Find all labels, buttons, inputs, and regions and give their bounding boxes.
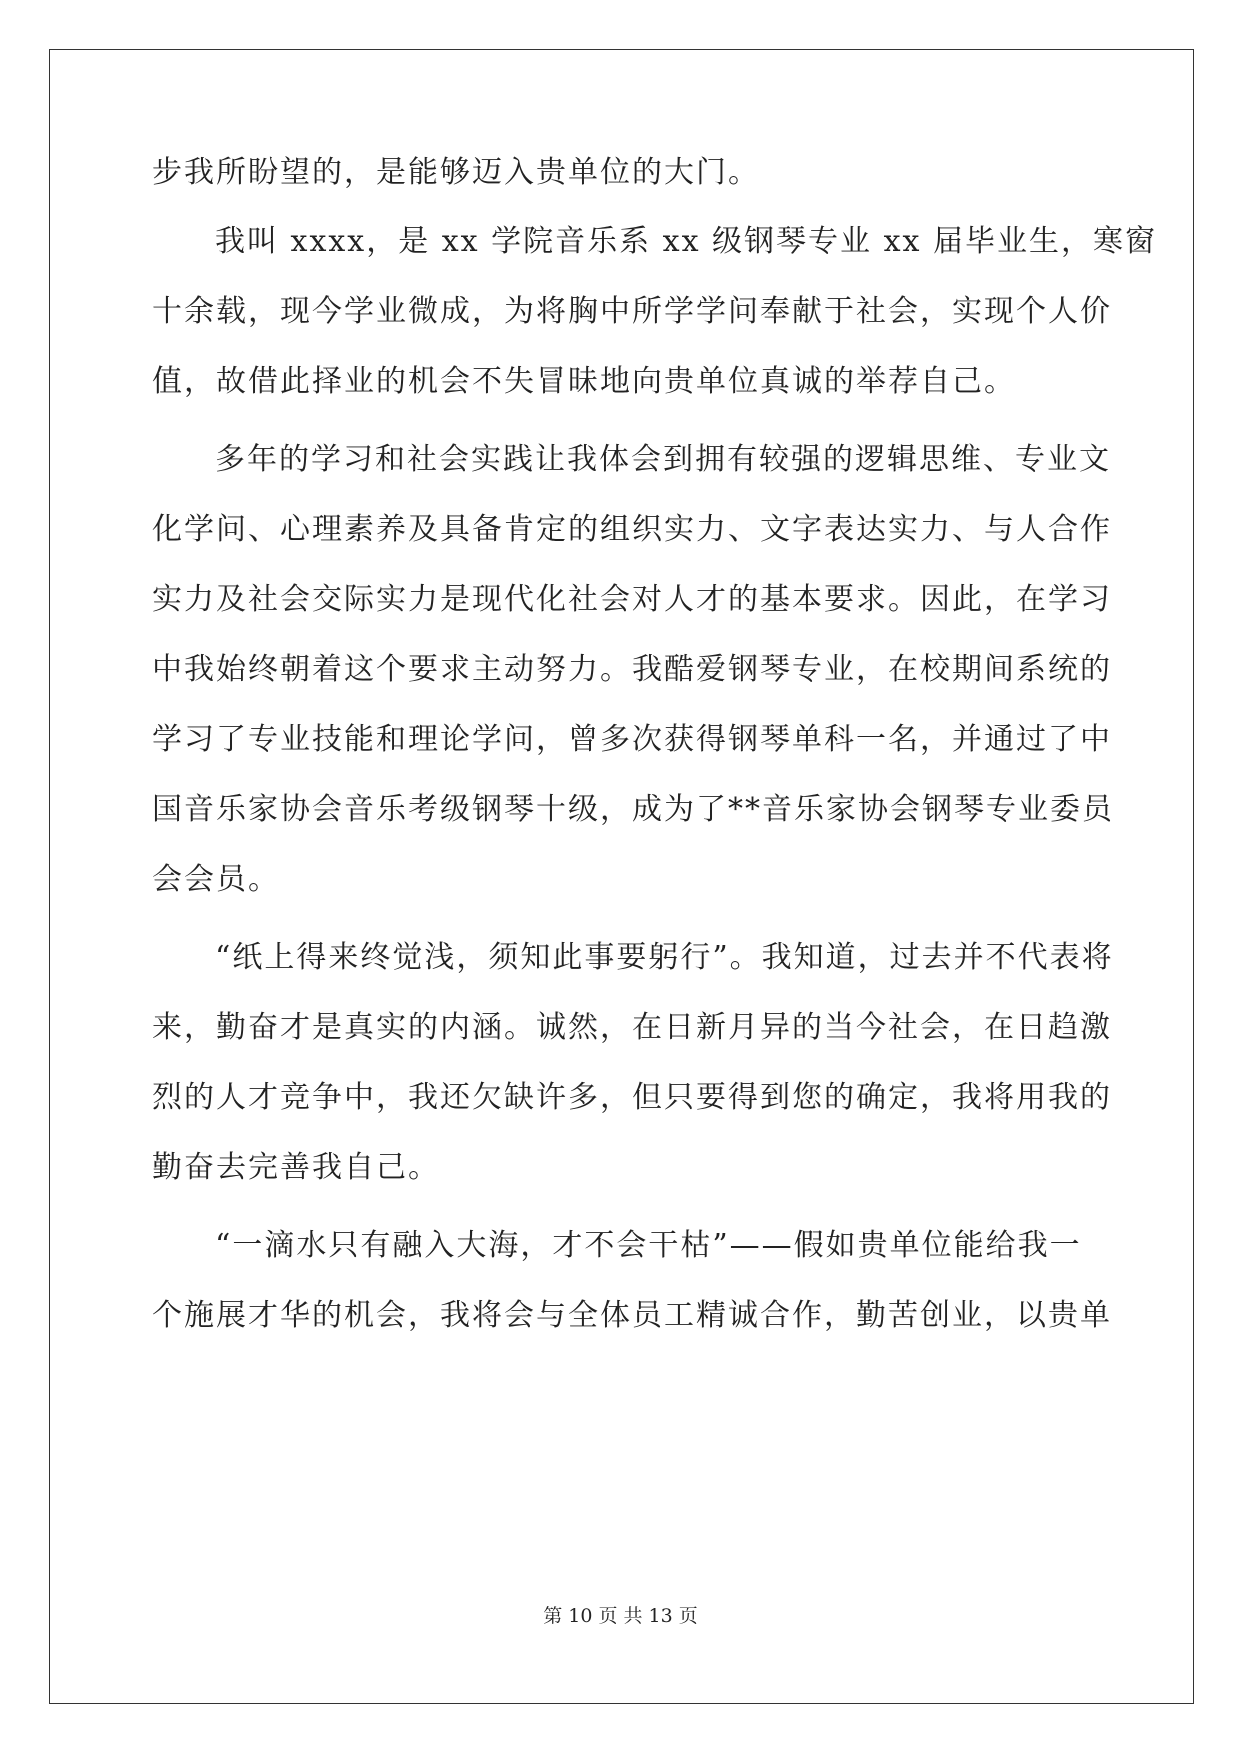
body-line-12: “纸上得来终觉浅，须知此事要躬行”。我知道，过去并不代表将	[215, 940, 1114, 975]
body-line-7: 实力及社会交际实力是现代化社会对人才的基本要求。因此，在学习	[152, 582, 1112, 617]
body-line-1: 步我所盼望的，是能够迈入贵单位的大门。	[152, 155, 760, 190]
body-line-2: 我叫 xxxx，是 xx 学院音乐系 xx 级钢琴专业 xx 届毕业生，寒窗	[215, 224, 1157, 259]
body-line-17: 个施展才华的机会，我将会与全体员工精诚合作，勤苦创业，以贵单	[152, 1298, 1112, 1333]
body-line-16: “一滴水只有融入大海，才不会干枯”——假如贵单位能给我一	[215, 1228, 1082, 1263]
body-line-14: 烈的人才竞争中，我还欠缺许多，但只要得到您的确定，我将用我的	[152, 1080, 1112, 1115]
body-line-3: 十余载，现今学业微成，为将胸中所学学问奉献于社会，实现个人价	[152, 294, 1112, 329]
body-line-4: 值，故借此择业的机会不失冒昧地向贵单位真诚的举荐自己。	[152, 364, 1016, 399]
body-line-9: 学习了专业技能和理论学问，曾多次获得钢琴单科一名，并通过了中	[152, 722, 1112, 757]
body-line-15: 勤奋去完善我自己。	[152, 1150, 440, 1185]
body-line-13: 来，勤奋才是真实的内涵。诚然，在日新月异的当今社会，在日趋激	[152, 1010, 1112, 1045]
body-line-5: 多年的学习和社会实践让我体会到拥有较强的逻辑思维、专业文	[215, 442, 1111, 477]
page-number-footer: 第 10 页 共 13 页	[543, 1605, 698, 1627]
body-line-10: 国音乐家协会音乐考级钢琴十级，成为了**音乐家协会钢琴专业委员	[152, 792, 1114, 827]
body-line-6: 化学问、心理素养及具备肯定的组织实力、文字表达实力、与人合作	[152, 512, 1112, 547]
body-line-11: 会会员。	[152, 862, 280, 897]
body-line-8: 中我始终朝着这个要求主动努力。我酷爱钢琴专业，在校期间系统的	[152, 652, 1112, 687]
